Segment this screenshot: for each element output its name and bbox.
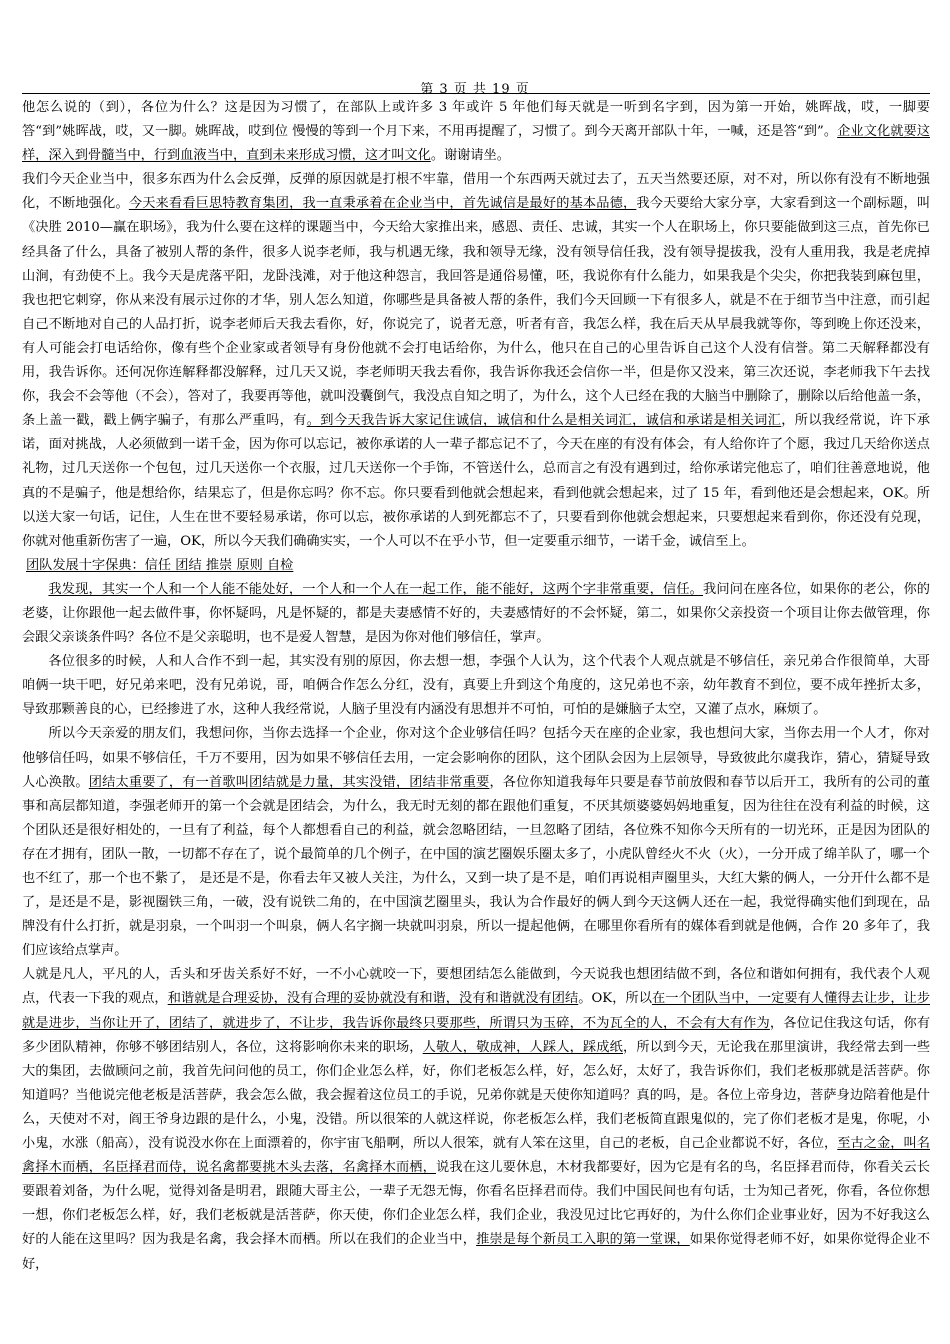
text-run: 所以今天亲爱的朋友们，我想问你，当你去选择一个企业，你对这个企业够信任吗？包括今天在座的企业家，我也想问大家，当你去用一个人才，你对他够信任吗，如果不够信任，千万不要用，因为如果不够信任去用，一定会影响你的团队，这个团队会因为上层领导，导致彼此尔虞我诈，猜心，猜疑导致人心涣散。 bbox=[22, 726, 930, 790]
underlined-text: 人敬人，敬成神，人踩人，踩成纸 bbox=[422, 1039, 624, 1055]
underlined-text: 推崇是每个新员工入职的第一堂课， bbox=[476, 1232, 690, 1248]
text-run: 如果你觉得老师不好，如果你觉得企业不好， bbox=[22, 1232, 931, 1272]
body-paragraph bbox=[22, 963, 930, 1276]
text-run: ，所以到今天，无论我在那里演讲，我经常去到一些大的集团，去做顾问之前，我首先问问他的员工，你们企业怎么样，好，你们老板怎么样，好，怎么好，太好了，我告诉你们，我们老板那就是活菩萨。你知道吗？当他说完他老板是活菩萨，我会怎么做，我会握着这位员工的手说，兄弟你就是天使你知道吗？真的吗，是。各位上帝身边，菩萨身边陪着他是什么，天使对不对，阎王爷身边跟的是什么，小鬼，没错。所以很笨的人就这样说，你老板怎么样，我们老板简直跟鬼似的，完了你们老板才是鬼，你呢，小小鬼，水涨（船高），没有说没水你在上面漂着的，你宇宙飞船啊，所以人很笨，就有人笨在这里，自己的老板，自己企业都说不好，各位， bbox=[22, 1039, 931, 1152]
underlined-text: 今天来看看巨思特教育集团，我一直秉承着在企业当中，首先诚信是最好的基本品德， bbox=[128, 196, 637, 212]
text-run: 我问问在座各位，如果你的老公，你的老婆，让你跟他一起去做件事，你怀疑吗，凡是怀疑的，都是夫妻感情不好的，夫妻感情好的不会怀疑，第二，如果你父亲投资一个项目让你去做管理，你会跟父亲谈条件吗？各位不是父亲聪明，也不是爱人智慧，是因为你对他们够信任，掌声。 bbox=[22, 581, 930, 646]
underlined-text: 和谐就是合理妥协，没有合理的妥协就没有和谐，没有和谐就没有团结 bbox=[167, 991, 579, 1007]
underlined-text: 至古之金，叫名禽择木而栖，名臣择君而侍，说名禽都要挑木头去落，名禽择木而栖， bbox=[22, 1136, 930, 1176]
text-run: 人就是凡人，平凡的人，舌头和牙齿关系好不好，一不小心就咬一下，要想团结怎么能做到，今天说我也想团结做不到，各位和谐如何拥有，我代表个人观点，代表一下我的观点， bbox=[22, 967, 930, 1007]
body-paragraph bbox=[22, 722, 930, 963]
page-header: 第 3 页 共 19 页 bbox=[420, 82, 530, 97]
body-paragraph bbox=[22, 96, 930, 168]
text-run: 。OK，所以 bbox=[578, 991, 652, 1007]
text-run: ，各位记住我这句话，你有多少团队精神，你够不够团结别人，各位，这将影响你未来的职场， bbox=[22, 1015, 931, 1055]
text-run: 各位很多的时候，人和人合作不到一起，其实没有别的原因，你去想一想，李强个人认为，这个代表个人观点就是不够信任，亲兄弟合作很简单，大哥咱俩一块干吧，好兄弟来吧，没有兄弟说，哥，咱俩合作怎么分红，没有，真要上升到这个角度的，这兄弟也不亲，幼年教育不到位，要不成年挫折太多，导致那颗善良的心，已经掺进了水，这种人我经常说，人脑子里没有内涵没有思想并不可怕，可怕的是嫌脑子太空，又灌了点水，麻烦了。 bbox=[22, 654, 930, 718]
document-body bbox=[22, 96, 930, 1277]
text-run: 说我在这儿要休息，木材我都要好，因为它是有名的鸟，名臣择君而侍，你看关云长要跟着刘备，为什么呢，觉得刘备是明君，跟随大哥主公，一辈子无怨无悔，你看名臣择君而侍。我们中国民间也有句话，士为知己者死，你看，各位你想一想，你们老板怎么样，好，我们老板就是活菩萨，你天使，你们企业怎么样，我们企业，我没见过比它再好的，为什么你们企业事业好，因为不好我这么好的人能在这里吗？因为我是名禽，我会择木而栖。所以在我们的企业当中， bbox=[22, 1160, 930, 1248]
underlined-text: 在一个团队当中，一定要有人懂得去让步，让步就是进步，当你让开了，团结了，就进步了，不让步，我告诉你最终只要那些，所谓只为玉碎，不为瓦全的人，不会有大有作为 bbox=[22, 991, 931, 1031]
header-divider bbox=[22, 93, 930, 94]
underlined-text: 企业文化就要这样，深入到骨髓当中，行到血液当中，直到未来形成习惯，这才叫文化 bbox=[22, 124, 931, 164]
text-run: 。谢谢请坐。 bbox=[430, 148, 510, 164]
underlined-text: 。到今天我告诉大家记住诚信，诚信和什么是相关词汇，诚信和承诺是相关词汇 bbox=[306, 413, 782, 429]
body-paragraph bbox=[22, 578, 930, 650]
body-paragraph bbox=[22, 168, 930, 554]
text-run: ，各位你知道我每年只要是春节前放假和春节以后开工，我所有的公司的董事和高层都知道，李强老师开的第一个会就是团结会，为什么，我无时无刻的都在跟他们重复，不厌其烦婆婆妈妈地重复，因为往往在没有利益的时候，这个团队还是很好相处的，一旦有了利益，每个人都想看自己的利益，就会忽略团结，一旦忽略了团结，各位殊不知你今天所有的一切光环，正是因为团队的存在才拥有，团队一散，一切都不存在了，说个最简单的几个例子，在中国的演艺圈娱乐圈太多了，小虎队曾经火不火（火），一分开成了绵羊队了，哪一个也不红了，那一个也不紫了， 是还是不是，你看去年又被人关注，为什么，又到一块了是不是，咱们再说相声圈里头，大红大紫的俩人，一分开什么都不是了，是还是不是，影视圈铁三角，一破，没有说铁二角的，在中国演艺圈里头，我认为合作最好的俩人到今天这俩人还在一起，我觉得确实他们到现在，品牌没有什么打折，就是羽泉，一个叫羽一个叫泉，俩人名字搁一块就叫羽泉，所以一提起他俩，在哪里你看所有的媒体看到就是他俩，合作 20 多年了，我们应该给点掌声。 bbox=[22, 774, 931, 959]
text-run: 我今天要给大家分享，大家看到这一个副标题，叫《决胜 2010—赢在职场》，我为什么要在这样的课题当中，今天给大家推出来，感恩、责任、忠诚，其实一个人在职场上，你只要能做到这三点，首先你已经具备了什么，具备了被别人帮的条件，很多人说李老师，我与机遇无缘，我和领导无缘，没有领导信任我，没有领导提拔我，没有人重用我，我是老虎掉山涧，有劲使不上。我今天是虎落平阳，龙卧浅滩，对于他这种怨言，我回答是通俗易懂，呸，我说你有什么能力，如果我是个尖尖，你把我装到麻包里，我也把它刺穿，你从来没有展示过你的才华，别人怎么知道，你哪些是具备被人帮的条件，我们今天回顾一下有很多人，就是不在于细节当中注意，而引起自己不断地对自己的人品打折，说李老师后天我去看你，好，你说完了，说者无意，听者有音，我怎么样，我在后天从早晨我就等你，等到晚上你还没来，有人可能会打电话给你，像有些个企业家或者领导有身份他就不会打电话给你，为什么，他只在自己的心里告诉自己这个人没有信誉。第二天解释都没有用，我告诉你。还何况你连解释都没解释，过几天又说，李老师明天我去看你，我告诉你我还会信你一半，但是你又没来，第三次还说，李老师我下午去找你，我会不会等他（不会），答对了，我要再等他，就叫没囊倒气，我没点自知之明了，为什么，这个人已经在我的大脑当中删除了，删除以后给他盖一条，条上盖一戳，戳上俩字骗子，有那么严重吗，有 bbox=[22, 196, 931, 429]
underlined-text: 我发现，其实一个人和一个人能不能处好，一个人和一个人在一起工作，能不能好，这两个字非常重要，信任。 bbox=[48, 581, 704, 597]
section-heading bbox=[22, 554, 930, 578]
text-run: 我们今天企业当中，很多东西为什么会反弹，反弹的原因就是打根不牢靠，借用一个东西两天就过去了，五天当然要还原，对不对，所以你有没有不断地强化，不断地强化。 bbox=[22, 172, 930, 212]
text-run: ，所以我经常说，许下承诺，面对挑战，人必须做到一诺千金，因为你可以忘记，被你承诺的人一辈子都忘记不了，今天在座的有没有体会，有人给你许了个愿，我过几天给你送点礼物，过几天送你一个包包，过几天送你一个衣服，过几天送你一个手饰，不管送什么，总而言之有没有遇到过，给你承诺完他忘了，咱们往善意地说，他真的不是骗子，他是想给你，结果忘了，但是你忘吗？你不忘。你只要看到他就会想起来，看到他就会想起来，过了 15 年，看到他还是会想起来，OK。所以送大家一句话，记住，人生在世不要轻易承诺，你可以忘，被你承诺的人到死都忘不了，只要看到你他就会想起来，只要想起来看到你，你还没有兑现，你就对他重新伤害了一遍，OK，所以今天我们确确实实，一个人可以不在乎小节，但一定要重示细节，一诺千金，诚信至上。 bbox=[22, 413, 931, 549]
body-paragraph bbox=[22, 650, 930, 722]
text-run: 他怎么说的（到），各位为什么？这是因为习惯了，在部队上或许多 3 年或许 5 年他们每天就是一听到名字到，因为第一开始，姚晖战，哎，一脚要答“到”姚晖战，哎，又一脚。姚晖战，哎到位 慢慢的等到一个月下来，不用再提醒了，习惯了。到今天离开部队十年，一喊，还是答“到”。 bbox=[22, 100, 930, 140]
underlined-text: 团结太重要了，有一首歌叫团结就是力量，其实没错，团结非常重要 bbox=[88, 774, 490, 790]
underlined-text: 团队发展十字保典：信任 团结 推崇 原则 自检 bbox=[26, 557, 294, 573]
